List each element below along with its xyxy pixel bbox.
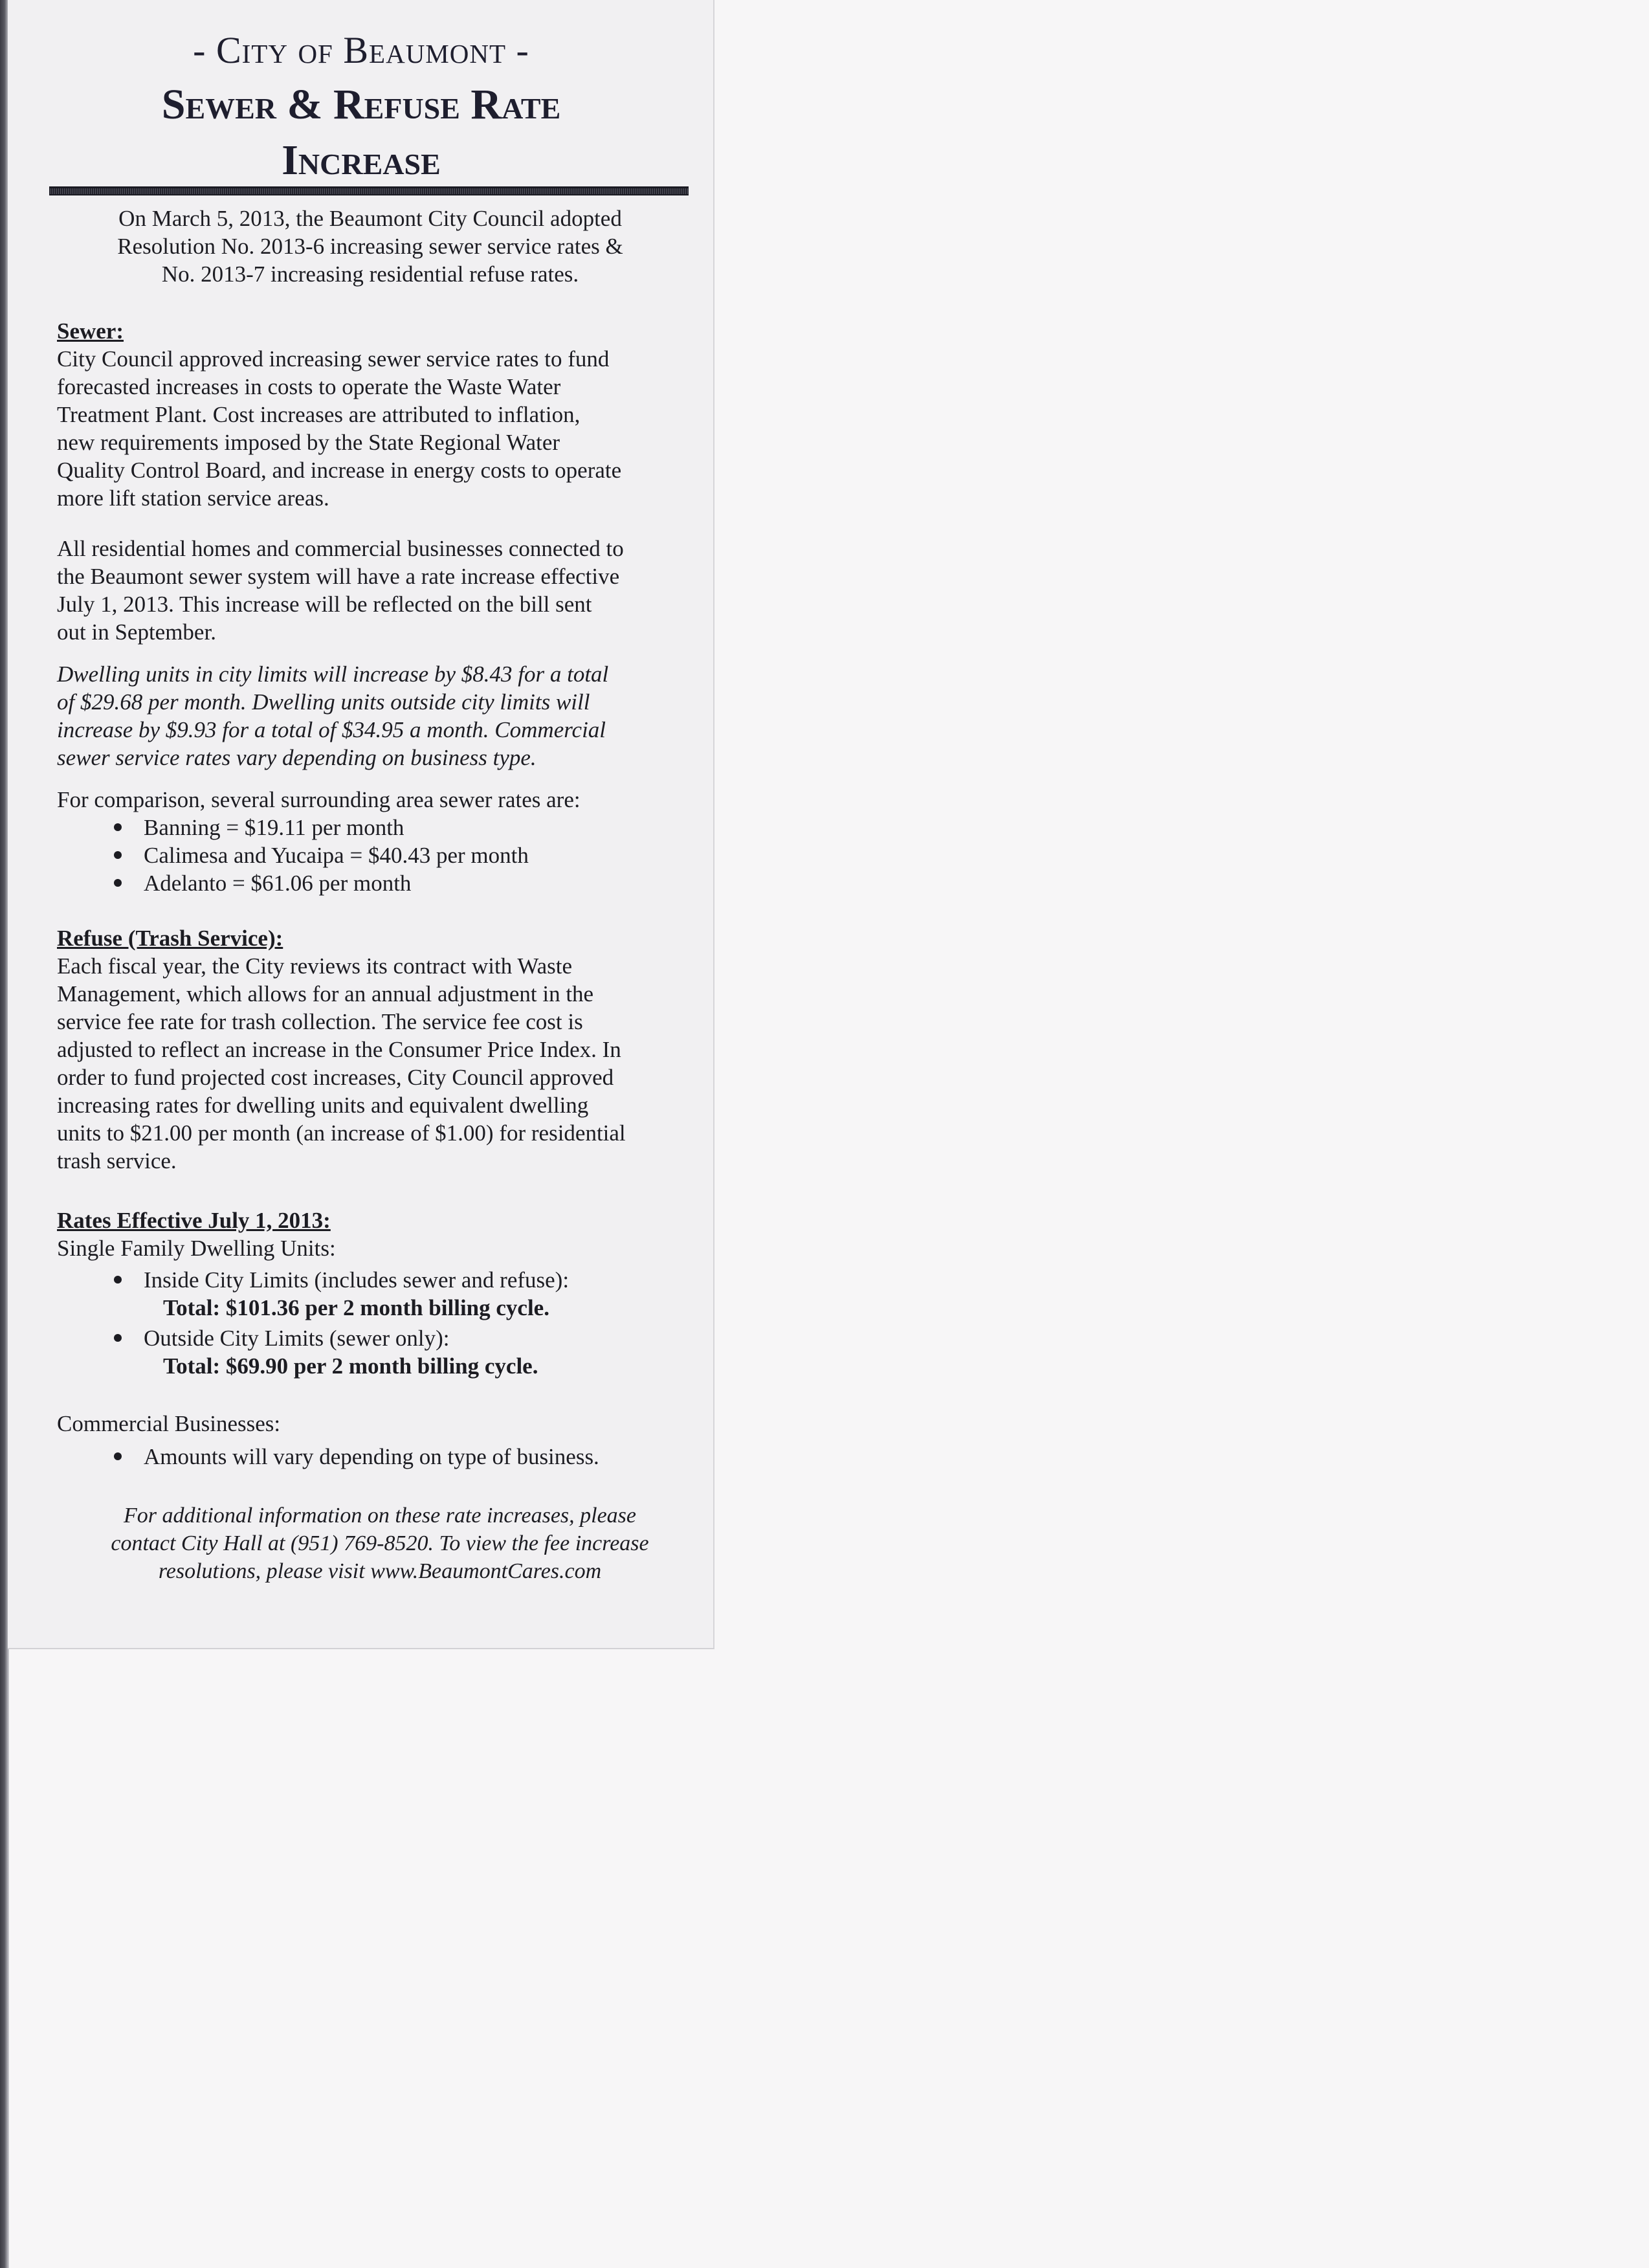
text-line: order to fund projected cost increases, City Council approved <box>57 1065 614 1090</box>
text-line: resolutions, please visit www.BeaumontCares.com <box>158 1559 602 1583</box>
bullet-icon <box>114 851 122 859</box>
outside-city-label: Outside City Limits (sewer only): <box>144 1326 450 1351</box>
list-item-text: Amounts will vary depending on type of business. <box>144 1444 599 1469</box>
list-item <box>57 814 698 841</box>
bullet-icon <box>114 879 122 887</box>
bullet-icon <box>114 1452 122 1460</box>
rates-section <box>57 1206 698 1380</box>
title-divider <box>49 186 689 195</box>
text-line: Dwelling units in city limits will increase by $8.43 for a total <box>57 662 609 687</box>
text-line: increasing rates for dwelling units and equivalent dwelling <box>57 1093 589 1118</box>
single-family-list <box>57 1266 698 1294</box>
inside-city-label: Inside City Limits (includes sewer and refuse): <box>144 1267 570 1293</box>
intro-line: Resolution No. 2013-6 increasing sewer service rates & <box>117 234 623 259</box>
single-family-label: Single Family Dwelling Units: <box>57 1236 336 1261</box>
text-line: Treatment Plant. Cost increases are attributed to inflation, <box>57 402 581 427</box>
refuse-heading: Refuse (Trash Service): <box>57 926 283 951</box>
text-line: new requirements imposed by the State Regional Water <box>57 430 560 455</box>
text-line: sewer service rates vary depending on business type. <box>57 745 537 770</box>
title-line-2: Increase <box>282 137 441 184</box>
bullet-icon <box>114 1276 122 1284</box>
list-item <box>57 1266 698 1294</box>
outside-city-total: Total: $69.90 per 2 month billing cycle. <box>163 1353 538 1379</box>
newsletter-clipping <box>8 0 714 1649</box>
comparison-intro: For comparison, several surrounding area sewer rates are: <box>57 787 581 812</box>
intro-line: On March 5, 2013, the Beaumont City Council adopted <box>118 206 622 231</box>
text-line: All residential homes and commercial businesses connected to <box>57 536 624 561</box>
intro-line: No. 2013-7 increasing residential refuse rates. <box>161 261 579 287</box>
text-line: Management, which allows for an annual adjustment in the <box>57 981 594 1006</box>
sewer-section <box>57 317 698 512</box>
text-line: For additional information on these rate increases, please <box>124 1504 636 1528</box>
commercial-section <box>57 1410 698 1471</box>
sewer-rate-details <box>57 660 698 772</box>
text-line: increase by $9.93 for a total of $34.95 a month. Commercial <box>57 717 606 742</box>
list-item <box>57 841 698 869</box>
refuse-paragraph <box>57 952 698 1175</box>
intro-paragraph <box>72 205 668 288</box>
text-line: Quality Control Board, and increase in energy costs to operate <box>57 458 622 483</box>
list-item-text: Adelanto = $61.06 per month <box>144 871 412 896</box>
rates-heading: Rates Effective July 1, 2013: <box>57 1208 331 1233</box>
text-line: City Council approved increasing sewer service rates to fund <box>57 346 610 372</box>
list-item-text: Banning = $19.11 per month <box>144 815 404 840</box>
text-line: of $29.68 per month. Dwelling units outside city limits will <box>57 689 590 715</box>
text-line: units to $21.00 per month (an increase of $1.00) for residential <box>57 1120 626 1146</box>
text-line: contact City Hall at (951) 769-8520. To view the fee increase <box>111 1531 649 1555</box>
city-name: - City of Beaumont - <box>193 29 529 71</box>
list-item <box>57 1443 698 1471</box>
inside-city-total: Total: $101.36 per 2 month billing cycle. <box>163 1295 549 1320</box>
text-line: forecasted increases in costs to operate the Waste Water <box>57 374 561 399</box>
bullet-icon <box>114 823 122 831</box>
text-line: adjusted to reflect an increase in the Consumer Price Index. In <box>57 1037 621 1062</box>
title-line-1: Sewer & Refuse Rate <box>161 81 561 128</box>
comparison-list <box>57 814 698 897</box>
refuse-section <box>57 924 698 1175</box>
bullet-icon <box>114 1334 122 1342</box>
list-item <box>57 869 698 897</box>
text-line: trash service. <box>57 1148 177 1173</box>
text-line: the Beaumont sewer system will have a rate increase effective <box>57 564 620 589</box>
text-line: service fee rate for trash collection. The service fee cost is <box>57 1009 583 1034</box>
sewer-paragraph-1 <box>57 345 698 512</box>
text-line: out in September. <box>57 619 216 645</box>
commercial-label: Commercial Businesses: <box>57 1411 281 1436</box>
list-item <box>57 1324 698 1352</box>
footer-contact-note <box>60 1502 700 1585</box>
sewer-paragraph-2 <box>57 535 698 646</box>
text-line: Each fiscal year, the City reviews its contract with Waste <box>57 953 572 979</box>
text-line: more lift station service areas. <box>57 485 329 511</box>
text-line: July 1, 2013. This increase will be reflected on the bill sent <box>57 592 592 617</box>
list-item-text: Calimesa and Yucaipa = $40.43 per month <box>144 843 529 868</box>
commercial-list <box>57 1443 698 1471</box>
single-family-list-2 <box>57 1324 698 1352</box>
sewer-heading: Sewer: <box>57 318 124 344</box>
sewer-comparison <box>57 786 698 897</box>
